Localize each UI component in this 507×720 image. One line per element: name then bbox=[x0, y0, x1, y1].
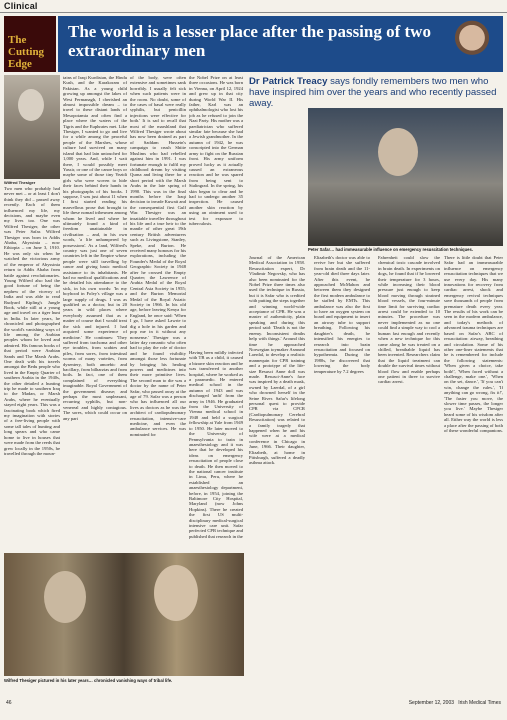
series-tag bbox=[4, 16, 56, 72]
column-8-text: Fahrenheit could slow the chemical toxic cascade involved in brain death. In experiments on dogs, he found that if he lowered their temperature for 3 hours, while increasing their blood pressure just enough to keep blood moving through strained blood vessels, the four-minute time limit for surviving cardiac arrest could be extended to 10 minutes. The procedure was never implemented as no one could find a simple way to cool a human fast enough and recently when a new technique for this came along he was treated on a chilled, breathable liquid has been invented. Researchers claim that the liquid treatment can double the survival times without blood flow and enable perhaps one patient in three to survive cardiac arrest. bbox=[378, 255, 440, 385]
headline: The world is a lesser place after the passing of two extraordinary men bbox=[68, 22, 431, 60]
article-column-7 bbox=[314, 255, 370, 685]
thesiger-portrait-photo bbox=[4, 75, 60, 179]
article-column-3 bbox=[130, 75, 186, 550]
series-tag-line-2: Cutting bbox=[8, 46, 45, 58]
page-footer bbox=[0, 697, 507, 713]
publication-name: Irish Medical Times bbox=[458, 700, 501, 706]
article-column-4-continued bbox=[189, 350, 243, 550]
standfirst bbox=[249, 76, 503, 109]
article-column-6 bbox=[249, 255, 305, 685]
column-1-text: Two men who probably had never met – or at least I don't think they did – passed away recently. Each of them influenced my life, my decisions, and maybe even my lives too. One was Wilfred Thesiger, the other was Peter Safar. Wilfred Thesiger was born in Addis Ababa, Abyssinia – now Ethiopia – on June 3, 1910. He was only six when he watched the victorious army of the emperor of Abyssinia return to Addis Ababa from battle against revolutionaries. Young Wilfred also had the good fortune of being the nephew of the viceroy of India and was able to read Rudyard Kipling's Jungle Book, while still at a young age and travel on a tiger hunt in India. In later years, he chronicled and photographed the world's vanishing ways of life among the Arabian peoples whom he loved and admired. His famous books of that period were Arabian Sands and The Marsh Arabs. One dealt with his travels amongst the Bedu people who lived in the Empty Quarter of southern Arabia in the 1940s, the other detailed a hunting trip he made to southern Iraq to the Madan, or Marsh Arabs, where he eventually stayed eight years. This was a fascinating book which fired my imagination with stories of a free-living people with some tall tales of hunting and long spears and who came home to live in houses that were made from the reeds that grew locally in the 1950s, he travelled through the moun- bbox=[4, 186, 60, 456]
column-9-text: There is little doubt that Peter Safar had an immeasurable influence on emergency resuscitation techniques that we use every day. His many innovations for recovery from cardiac arrest, shock and emergency revival techniques save thousands of people from premature death every year. The results of his work can be seen in the modern ambulance, and today's methods of advanced trauma techniques are based on Safar's ABC of resuscitation: airway, breathing and circulation. Some of his other one-liner statements that he is remembered for include the following statements: 'When given a choice, take both!', 'When faced without a challenge, make one.', 'When on the set, dance.', 'If you can't win, change the rules.', 'If anything can go wrong, fix it!', 'The faster you move, the slower time passes, the longer you live.' Maybe Thesiger heard some of his wisdom after all. Either way the world is less a place after the passing of both of these wonderful companions. bbox=[444, 255, 503, 433]
standfirst-text: says fondly remembers two men who have inspired him over the years and who recently passed away. bbox=[249, 76, 497, 109]
series-tag-line-1: The bbox=[8, 34, 27, 46]
column-2-text: tains of Iraqi Kurdistan, the Hindu Kush, and the Karakoram of Pakistan. As a young child growing up amongst the lakes of West Fermanagh, I cherished an almost impossible dream – to travel to these distant lands of Mesopotamia and often find a place where the waters of the Tigris and the Euphrates met. Like Thesiger, I wanted to go and live for a while among the peaceful people of the Marshes, whose culture had survived on many island that had lain untouched for 1,000 years. And, while I wait there, I would possibly meet Yassir, or one of the canoe boys or maybe some of those tiny Yezidi girls who were woven to hide their faces behind their hands in his photographs of his books. I suppose, I was just about 11 when I first started reading his marvellous prose that brought to life these nomad tribesmen among whom he lived and where he ultimately found a kind of freedom unattainable in civilisation – and, in his own words, 'a life unhampered by possessions'. As a land, Wilfred's country was just one of seven countries left in the Empire whose people were still travelling by canoe and giving basic medical assistance to its inhabitants. He had no medical qualifications and he detailed his attendance to the sick, in his own words: 'In my boyhood in Foley's village was a large supply of drugs. I was as qualified as a doctor, but in 20 years in wild places where everybody assumed that as a matter of course that I would treat the sick and injured. I had acquired some experience of medicine.' He continues: 'They suffered from trachoma and other eye troubles, from scabies and piles, from sores, from intestinal worms of many varieties, from dysentery, both amoebic and bacillary, from bilharzias and from boils. In fact, one of them complained of everything imaginable. Royal Government of the government disease; and perhaps the most unpleasant, recurring syphilis, but non-venereal and highly contagious. The sores, which could occur on any part bbox=[63, 75, 127, 421]
page-number: 46 bbox=[6, 700, 12, 706]
article-column-8 bbox=[378, 255, 440, 685]
column-7-text: Elizabeth's doctor was able to revive her but she suffered from brain death and the 11-year-old died three days later. After this event, he approached McMahon and between them they designed the first modern ambulance to be staffed by EMTs. This ambulance was also the first to have an oxygen system on board and equipment to insert an airway tube to support breathing. Following his daughter's death, he intensified his energies to research into brain resuscitation and focused on hypothermia. During the 1980s, he discovered that lowering the body temperature by 7.2 degrees bbox=[314, 255, 370, 374]
author-photo bbox=[445, 18, 499, 70]
safar-photo bbox=[308, 108, 503, 246]
column-6-text: Journal of the American Medical Association in 1958. Resuscitation expert, Dr Vladimir Negovsky, who has also been nominated for the Nobel Prize three times also used the technique in Russia, but it is Safar who is credited with putting the steps together and winning world-wide acceptance of CPR. He was a master of authenticity, plain speaking and during this period said: 'Death is not the enemy. Inconsistent deaths help with things.' Around this time he approached Norwegian toymaker Asmund Laerdal, to develop a realistic mannequin for CPR training and a prototype of the life-size Resusci Anne doll was made. Resusci-Anne's face was inspired by a death mask, owned by Laerdal, of a girl who drowned herself in the Seine River. Safar's lifelong personal quest to provide CPR via CPCR (Cardiopulmonary Cerebral Resuscitation) was related to a family tragedy that happened when he and his wife were at a medical conference in Chicago in June, 1966. Their daughter, Elizabeth, at home in Pittsburgh, suffered a deadly asthma attack. bbox=[249, 255, 305, 466]
thesiger-later-years-photo bbox=[4, 553, 244, 676]
author-name: Dr Patrick Treacy bbox=[249, 76, 328, 87]
section-label: Clinical bbox=[4, 1, 38, 11]
safar-caption: Peter Safar… had immeasurable influence on emergency resuscitation techniques. bbox=[308, 247, 473, 252]
footer-publication bbox=[409, 700, 501, 706]
thesiger-caption: Wilfred Thesiger bbox=[4, 180, 36, 185]
headline-banner bbox=[58, 16, 503, 72]
article-column-9 bbox=[444, 255, 503, 685]
article-column-2 bbox=[63, 75, 127, 550]
article-column-1 bbox=[4, 186, 60, 549]
issue-date: September 12, 2003 bbox=[408, 700, 455, 706]
column-4-text: the Nobel Prize on at least three occasions. He was born in Vienna, on April 12, 1924 and grew up in that city during World War II. His father, Karl was an ophthalmologist who lost his job as he refused to join the Nazi Party. His mother was a paediatrician who suffered similar fate because she had a Jewish grandmother. In the autumn of 1942, he was conscripted into the German army to fight on the Russian front. His army uniform proved lucky as it actually caused an extraneous reaction and he was spared from being sent to Stalingrad. In the spring, his skin began to clear and he had to undergo another 35 inspection. He caused another skin reaction by using an ointment used to test for exposure to tuberculosis. bbox=[189, 75, 243, 226]
column-3-text: of the body, were often extensive and sometimes sank horrribly. I usually felt sick when such patients were in the room. No doubt, some of the cases of basal were really syphilis, but penicillin injections were effective for both.' It is sad to recall that most of the marshland that Wilfred Thesiger wrote about has now been drained as part of Saddam Hussein's campaign to crush Shiite Muslims who had rebelled against him in 1991. I was fortunate enough to fulfil my childhood dream by visiting Qurna and living there for a short period with the Marsh Arabs in the late spring of 1990. This was in the final months before the Iraqi decision to invade Kuwait and the consequential first Gulf War. Thesiger was an insatiable traveller throughout his life and a true heir to the mantle of other great 19th century British adventurers such as Livingstone, Stanley, Speke, and Burton. He received many honours for his explorations, including the Founder's Medal of the Royal Geographic Society in 1948 after he crossed the Empty Quarter; the Lawrence of Arabia Medal of the Royal Central Asia Society in 1955; and the Burton Memorial Medal of the Royal Asiatic Society in 1966. In his old age, before leaving Kenya for England, he once said: 'When I go, I have asked Lawrie to dig a hole in his garden and pop me in it without any nonsense.' Thesiger was a latter day romantic who often had to play the role of doctor and he found visibility amongst those less fortunate by bringing his healing powers and medicines into their more primitive lives. The second man to die was a doctor by the name of Peter Safar, who passed away at the age of 79. Safar was a person who has influenced all our lives as doctors as he was the architect of cardiopulmonary resuscitation, intensive-care medicine, and even the ambulance services. He was nominated for bbox=[130, 75, 186, 437]
article-column-4 bbox=[189, 75, 243, 350]
top-bar bbox=[0, 0, 507, 13]
series-tag-line-3: Edge bbox=[8, 58, 32, 70]
bottom-photo-caption: Wilfred Thesiger pictured in his later years… chronicled vanishing ways of tribal life. bbox=[4, 678, 173, 683]
column-4b-text: Having been mildly infected with TB as a child, it caused a bizarre skin reaction and he was transferred to another hospital, where he worked as a paramedic. He entered medical school in the autumn of 1943 and was discharged 'unfit' from the army in 1946. He graduated from the University of Vienna medical school in 1948 and held a surgical fellowship at Yale from 1949 to 1950. He later moved to the University of Pennsylvania to train in anaesthesiology and it was here that he developed his ideas on emergency resuscitation of people close to death. He then moved to the national cancer institute in Lima, Peru, where he established an anaesthesiology department, before, in 1954, joining the Baltimore City Hospital, Maryland (now Johns Hopkins). There he created the first US multi-disciplinary medical-surgical intensive care unit. Safar perfected CPR technique and published that research in the bbox=[189, 350, 243, 539]
